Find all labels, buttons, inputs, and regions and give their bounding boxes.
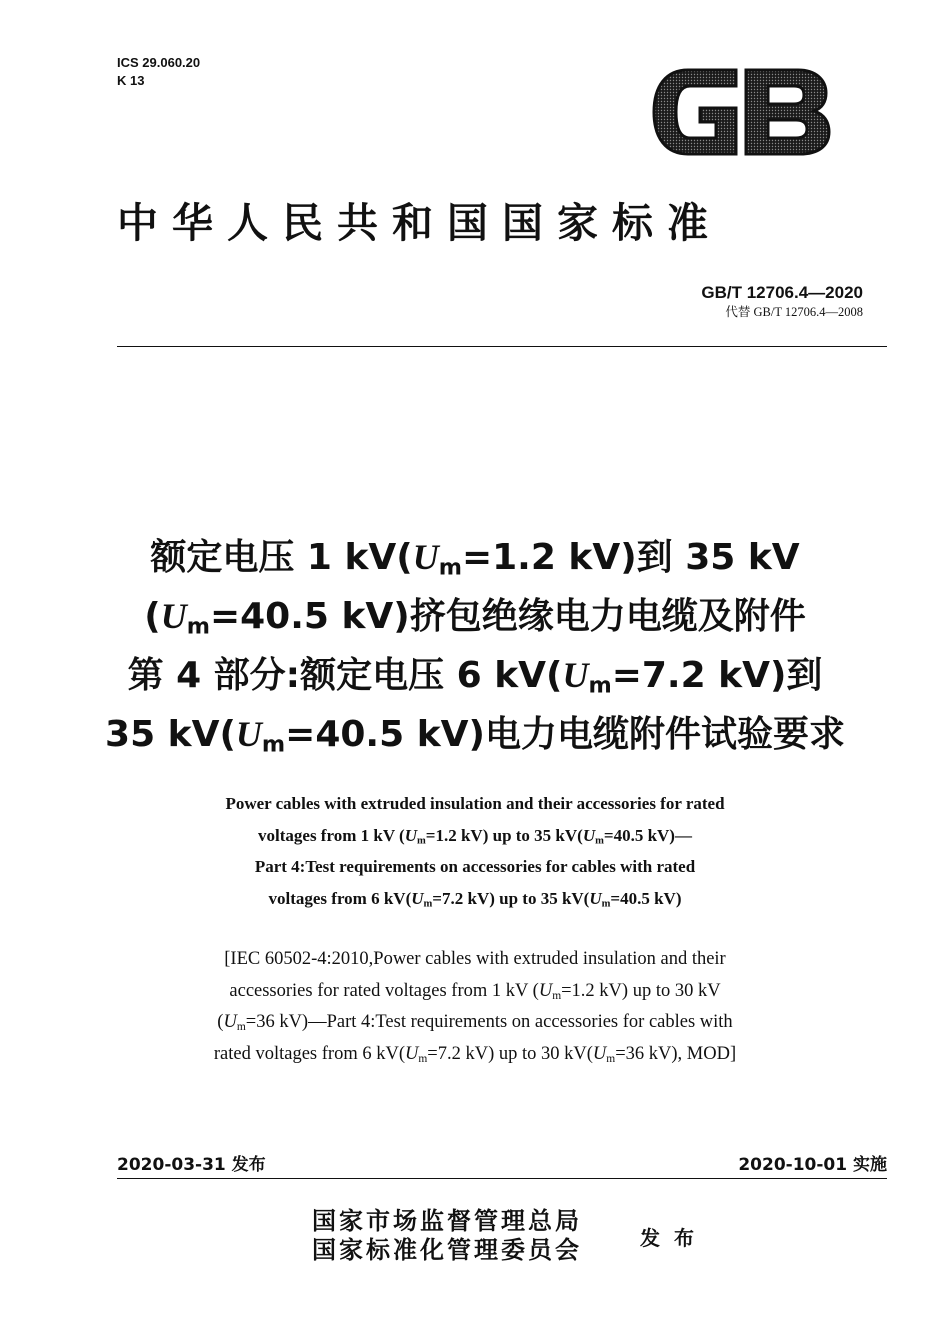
top-divider	[117, 346, 887, 347]
issuing-authorities	[312, 1206, 582, 1264]
english-title-line-3: Part 4:Test requirements on accessories for cables with rated	[254, 857, 696, 876]
ccs-code: K 13	[117, 73, 145, 88]
iec-reference	[70, 944, 880, 1070]
iec-reference-line-1: [IEC 60502-4:2010,Power cables with extruded insulation and their	[224, 949, 726, 969]
implementation-date: 2020-10-01 实施	[738, 1155, 887, 1175]
classification-codes	[117, 54, 200, 90]
issue-date: 2020-03-31 发布	[117, 1155, 266, 1175]
chinese-title-line-3: 第 4 部分:额定电压 6 $kV(U_m=7.2$ kV)到	[127, 655, 823, 699]
publish-label: 发布	[640, 1226, 708, 1250]
issuer-sac: 国家标准化管理委员会	[312, 1235, 582, 1264]
ics-code: ICS 29.060.20	[117, 55, 201, 70]
chinese-title-line-4: 35 $kV(U_m=40.5$ kV)电力电缆附件试验要求	[105, 714, 845, 758]
gb-logo-g	[654, 70, 736, 154]
chinese-title	[60, 528, 890, 764]
gb-logo	[648, 64, 834, 160]
english-title-line-1: Power cables with extruded insulation and their accessories for rated	[225, 794, 725, 813]
english-title-line-4: voltages from 6 $kV(U_m=7.2$ kV) up to 35 $kV(U_m=40.5$ kV)	[268, 888, 682, 910]
standard-number: GB/T 12706.4—2020	[701, 283, 863, 302]
issuer-samr: 国家市场监督管理总局	[312, 1206, 582, 1235]
english-title	[90, 788, 860, 914]
replaced-standard: 代替 GB/T 12706.4—2008	[725, 305, 863, 319]
national-standard-heading: 中华人民共和国国家标准	[117, 199, 722, 247]
chinese-title-line-1: 额定电压 1 $kV(U_m=1.2$ kV)到 35 kV	[150, 537, 800, 581]
iec-reference-line-4: rated voltages from 6 $kV(U_m=7.2$ kV) up to 30 $kV(U_m=36$ kV), MOD]	[213, 1043, 737, 1065]
chinese-title-line-2: ($U_m=40.5$ kV)挤包绝缘电力电缆及附件	[144, 596, 806, 640]
iec-reference-line-2: accessories for rated voltages from 1 kV ($U_m=1.2$ kV) up to 30 kV	[229, 980, 721, 1002]
iec-reference-line-3: ($U_m=36$ kV)—Part 4:Test requirements on accessories for cables with	[217, 1012, 733, 1033]
gb-logo-b	[746, 70, 829, 154]
bottom-divider	[117, 1178, 887, 1179]
standard-number-block	[701, 283, 863, 321]
english-title-line-2: voltages from 1 kV ($U_m=1.2$ kV) up to 35 $kV(U_m=40.5$ kV)—	[258, 825, 692, 847]
